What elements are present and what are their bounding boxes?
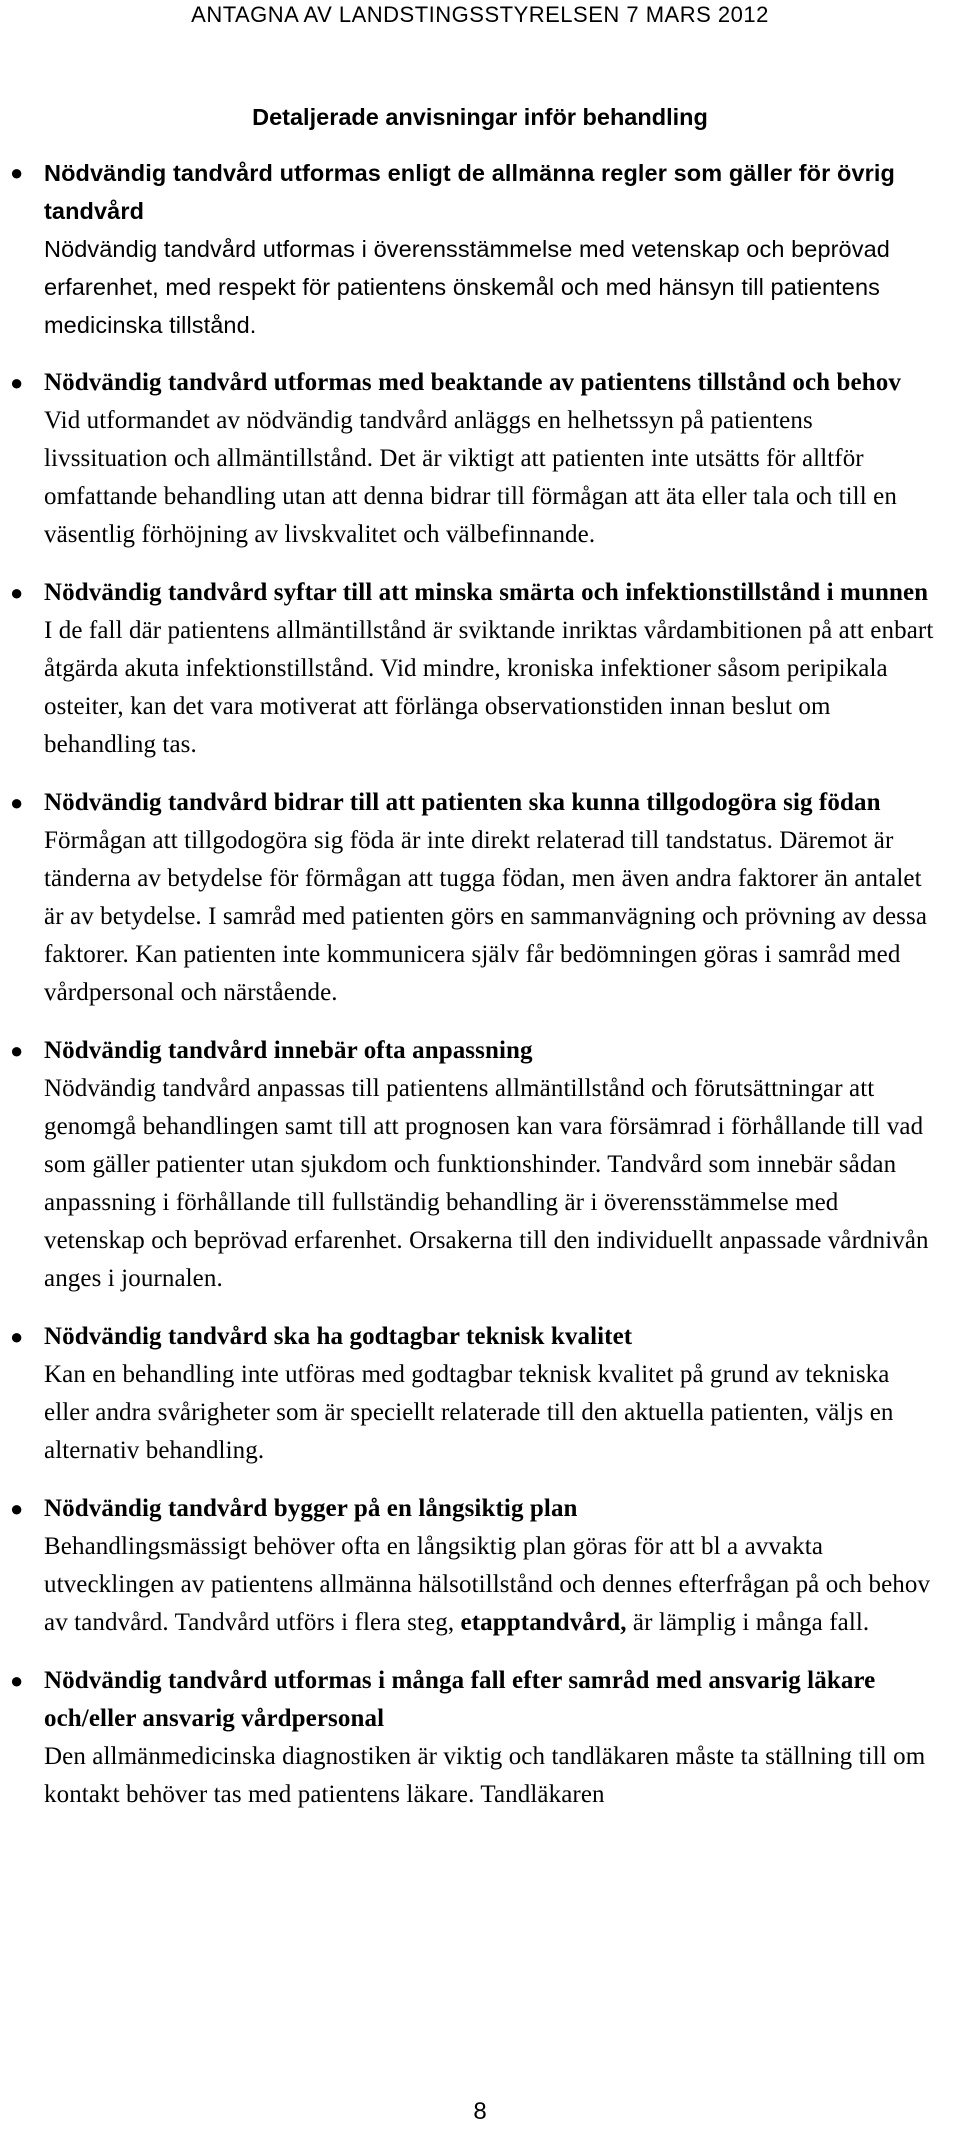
list-item-text: Nödvändig tandvård anpassas till patientens allmäntillstånd och förutsättningar att genomgå behandlingen samt till att prognosen kan vara försämrad i förhållande till vad som gäller patienter utan sjukdom och funktionshinder. Tandvård som innebär sådan anpassning i förhållande till fullständig behandling är i överensstämmelse med vetenskap och beprövad erfarenhet. Orsakerna till den individuellt anpassade vårdnivån anges i journalen. <box>44 1075 929 1292</box>
list-item <box>0 364 960 554</box>
list-item <box>0 154 960 344</box>
list-item <box>0 784 960 1012</box>
list-item-body <box>44 1318 934 1470</box>
list-item-title: Nödvändig tandvård bidrar till att patienten ska kunna tillgodogöra sig födan <box>44 789 881 816</box>
bullet-icon: ● <box>10 580 24 605</box>
emphasis-term: etapptandvård, <box>460 1609 627 1636</box>
list-item-text: Kan en behandling inte utföras med godtagbar teknisk kvalitet på grund av tekniska eller andra svårigheter som är speciellt relaterade till den aktuella patienten, väljs en alternativ behandling. <box>44 1361 894 1464</box>
bullet-icon: ● <box>10 1668 24 1693</box>
guideline-list <box>0 154 960 1834</box>
list-item-body <box>44 574 934 764</box>
list-item-body <box>44 1032 934 1298</box>
bullet-icon: ● <box>10 370 24 395</box>
list-item-title: Nödvändig tandvård ska ha godtagbar teknisk kvalitet <box>44 1323 633 1350</box>
list-item-body <box>44 784 934 1012</box>
list-item-body <box>44 1490 934 1642</box>
list-item <box>0 1662 960 1814</box>
list-item-text: Nödvändig tandvård utformas i överensstämmelse med vetenskap och beprövad erfarenhet, med respekt för patientens önskemål och med hänsyn till patientens medicinska tillstånd. <box>44 236 890 338</box>
page-number: 8 <box>473 2098 487 2125</box>
list-item-text-before: Behandlingsmässigt behöver ofta en långsiktig plan göras för att bl a avvakta utvecklingen av patientens allmänna hälsotillstånd och dennes efterfrågan på och behov av tandvård. Tandvård utförs i flera steg, <box>44 1533 931 1636</box>
list-item-text <box>44 1528 934 1642</box>
list-item <box>0 1032 960 1298</box>
running-header: ANTAGNA AV LANDSTINGSSTYRELSEN 7 MARS 2012 <box>191 2 769 27</box>
bullet-icon: ● <box>10 1038 24 1063</box>
list-item-body <box>44 1662 934 1814</box>
list-item-body <box>44 364 934 554</box>
bullet-icon: ● <box>10 1496 24 1521</box>
list-item-text: Den allmänmedicinska diagnostiken är viktig och tandläkaren måste ta ställning till om kontakt behöver tas med patientens läkare. Tandläkaren <box>44 1743 926 1808</box>
list-item-text-after: är lämplig i många fall. <box>632 1609 870 1636</box>
list-item-text: I de fall där patientens allmäntillstånd är sviktande inriktas vårdambitionen på att enbart åtgärda akuta infektionstillstånd. Vid mindre, kroniska infektioner såsom peripikala osteiter, kan det vara motiverat att förlänga observationstiden innan beslut om behandling tas. <box>44 617 934 758</box>
bullet-icon: ● <box>10 160 24 185</box>
list-item-text: Förmågan att tillgodogöra sig föda är inte direkt relaterad till tandstatus. Däremot är tänderna av betydelse för förmågan att tugga födan, men även andra faktorer än antalet är av betydelse. I samråd med patienten görs en sammanvägning och prövning av dessa faktorer. Kan patienten inte kommunicera själv får bedömningen göras i samråd med vårdpersonal och närstående. <box>44 827 928 1006</box>
list-item-title: Nödvändig tandvård syftar till att minska smärta och infektionstillstånd i munnen <box>44 579 929 606</box>
list-item <box>0 574 960 764</box>
list-item <box>0 1490 960 1642</box>
list-item-title: Nödvändig tandvård bygger på en långsiktig plan <box>44 1495 578 1522</box>
list-item-body <box>44 154 934 344</box>
list-item-text: Vid utformandet av nödvändig tandvård anläggs en helhetssyn på patientens livssituation och allmäntillstånd. Det är viktigt att patienten inte utsätts för alltför omfattande behandling utan att denna bidrar till förmågan att äta eller tala och till en väsentlig förhöjning av livskvalitet och välbefinnande. <box>44 407 897 548</box>
list-item <box>0 1318 960 1470</box>
bullet-icon: ● <box>10 1324 24 1349</box>
list-item-title: Nödvändig tandvård utformas med beaktande av patientens tillstånd och behov <box>44 369 901 396</box>
list-item-title: Nödvändig tandvård utformas i många fall efter samråd med ansvarig läkare och/eller ansvarig vårdpersonal <box>44 1667 876 1732</box>
bullet-icon: ● <box>10 790 24 815</box>
list-item-title: Nödvändig tandvård innebär ofta anpassning <box>44 1037 533 1064</box>
list-item-title: Nödvändig tandvård utformas enligt de allmänna regler som gäller för övrig tandvård <box>44 160 895 224</box>
section-heading: Detaljerade anvisningar inför behandling <box>252 104 708 130</box>
